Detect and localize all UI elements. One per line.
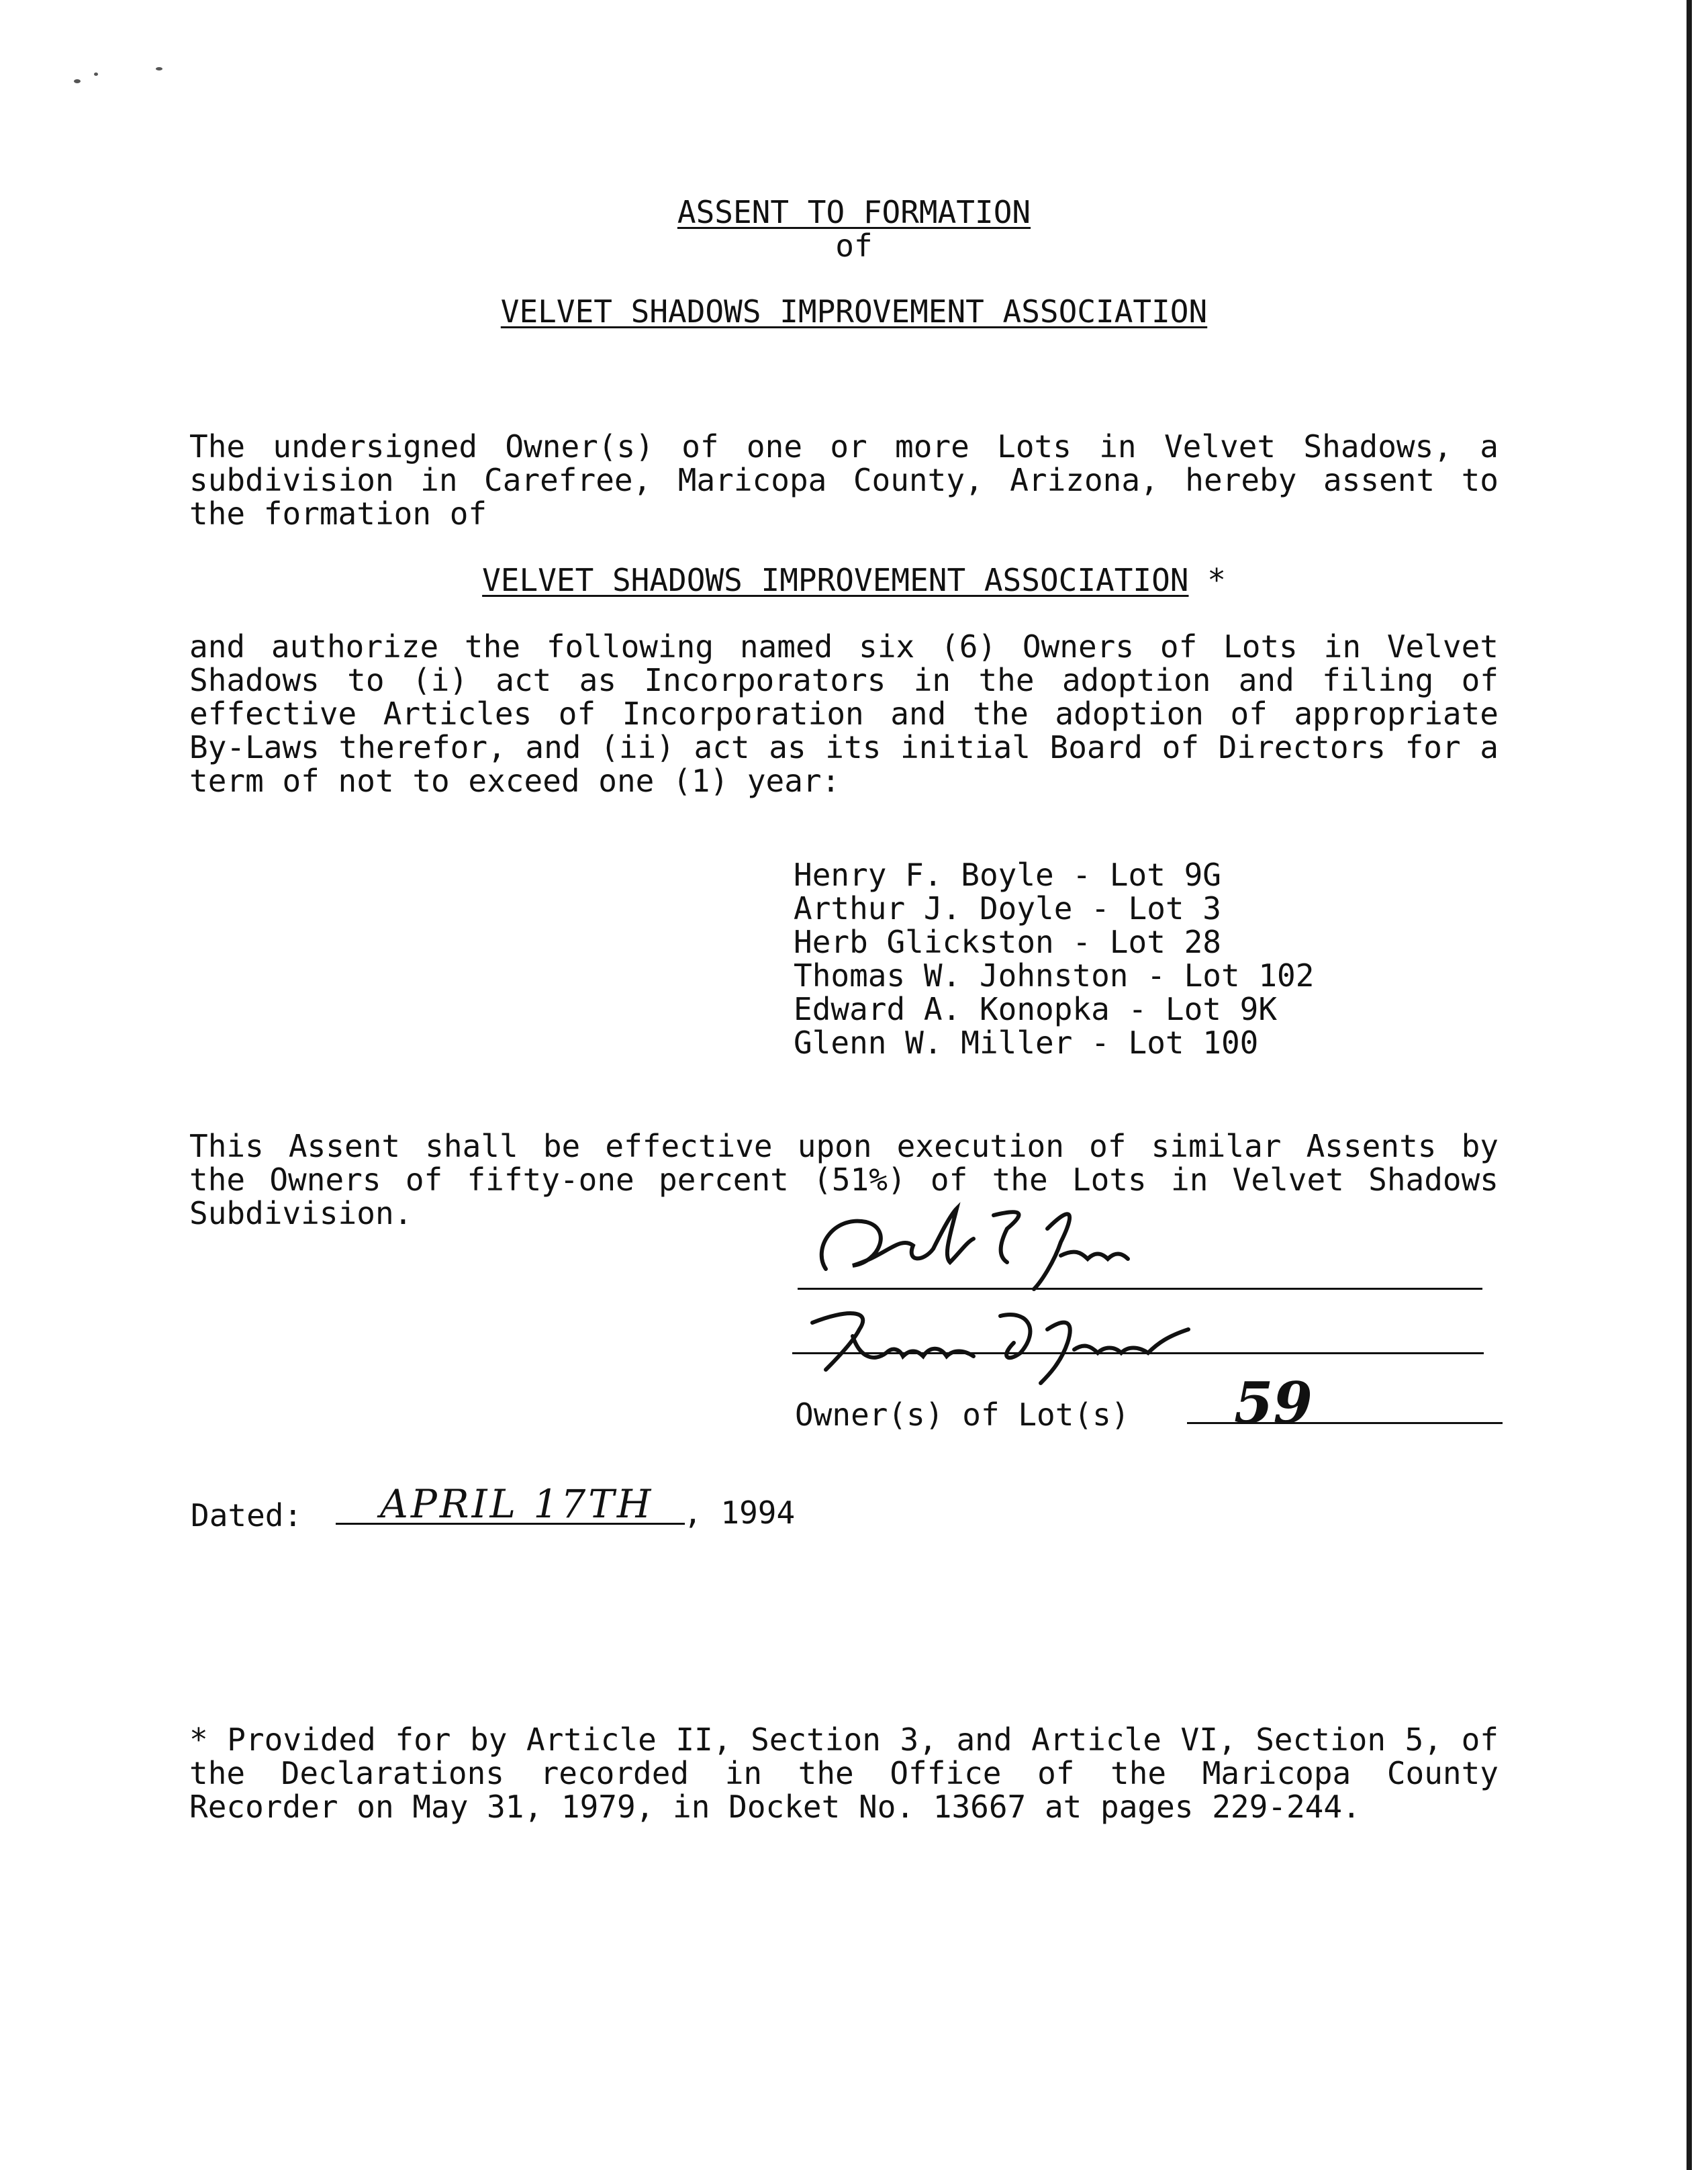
owner-signature-2 bbox=[786, 1289, 1215, 1390]
incorporator-item: Herb Glickston - Lot 28 bbox=[794, 924, 1221, 960]
incorporator-item: Henry F. Boyle - Lot 9G bbox=[794, 857, 1221, 893]
incorporator-item: Arthur J. Doyle - Lot 3 bbox=[794, 890, 1221, 927]
dated-value: APRIL 17TH bbox=[380, 1481, 654, 1527]
scan-speck bbox=[94, 73, 98, 76]
intro-paragraph: The undersigned Owner(s) of one or more Lots in Velvet Shadows, a subdivision in Carefree, Maricopa County, Arizona, hereby assent to the formation of bbox=[189, 428, 1517, 532]
owner-lot-value: 59 bbox=[1234, 1370, 1313, 1436]
dated-label: Dated: bbox=[191, 1497, 303, 1534]
title-of: of bbox=[835, 228, 873, 264]
incorporator-item: Glenn W. Miller - Lot 100 bbox=[794, 1025, 1259, 1061]
incorporator-item: Thomas W. Johnston - Lot 102 bbox=[794, 957, 1315, 994]
association-heading: VELVET SHADOWS IMPROVEMENT ASSOCIATION * bbox=[482, 562, 1226, 598]
authorize-paragraph: and authorize the following named six (6) Owners of Lots in Velvet Shadows to (i) act as Incorporators in the adoption and filing of effective Articles of Incorporation and the adoption of appropriate By-Laws therefor, and (ii) act as its initial Board of Directors for a term of not to exceed one (1) year: bbox=[189, 628, 1517, 799]
footnote: * Provided for by Article II, Section 3, and Article VI, Section 5, of the Declarations recorded in the Office of the Maricopa County Recorder on May 31, 1979, in Docket No. 13667 at pages 229-244. bbox=[189, 1721, 1517, 1825]
scan-speck bbox=[156, 67, 162, 70]
signature-line-2 bbox=[792, 1352, 1484, 1354]
dated-year: , 1994 bbox=[683, 1495, 796, 1531]
scan-speck bbox=[74, 79, 81, 83]
effective-paragraph: This Assent shall be effective upon execution of similar Assents by the Owners of fifty-one percent (51%) of the Lots in Velvet Shadows Subdivision. bbox=[189, 1128, 1517, 1231]
owner-lot-label: Owner(s) of Lot(s) bbox=[795, 1397, 1130, 1433]
title-main: ASSENT TO FORMATION bbox=[677, 194, 1031, 230]
incorporator-item: Edward A. Konopka - Lot 9K bbox=[794, 991, 1278, 1027]
owner-signature-1 bbox=[806, 1188, 1155, 1296]
title-association: VELVET SHADOWS IMPROVEMENT ASSOCIATION bbox=[500, 293, 1208, 330]
incorporator-list bbox=[794, 858, 1314, 1059]
